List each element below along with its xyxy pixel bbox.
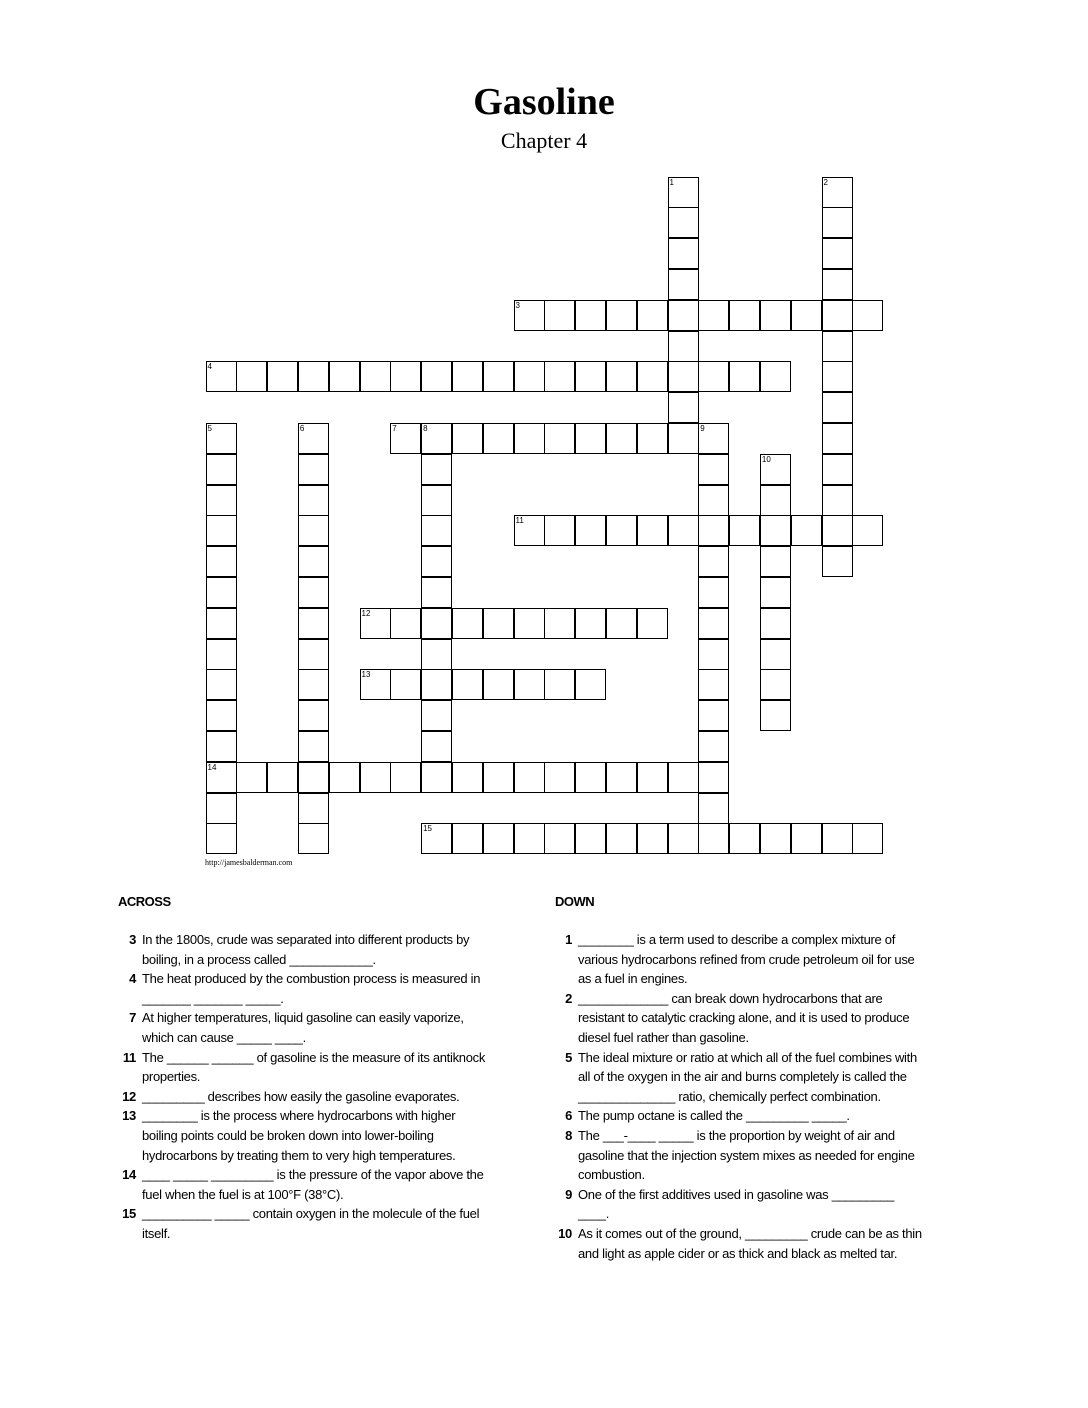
crossword-cell[interactable]	[298, 485, 329, 516]
across-clue	[112, 1008, 492, 1047]
clue-number: 12	[122, 1088, 136, 1104]
crossword-cell[interactable]	[514, 669, 545, 700]
crossword-cell[interactable]	[390, 669, 421, 700]
crossword-cell[interactable]	[483, 423, 514, 454]
clue-text: The ideal mixture or ratio at which all of the fuel combines with all of the oxygen in the air and burns completely is called the ______________ ratio, chemically perfect combination.	[578, 1049, 917, 1104]
crossword-cell[interactable]	[698, 485, 729, 516]
crossword-cell[interactable]	[421, 546, 452, 577]
crossword-cell[interactable]	[452, 669, 483, 700]
crossword-cell[interactable]	[421, 823, 452, 854]
crossword-cell[interactable]	[421, 423, 452, 454]
crossword-cell[interactable]	[544, 823, 575, 854]
clue-number: 14	[122, 1167, 136, 1183]
crossword-cell[interactable]	[637, 361, 668, 392]
crossword-cell[interactable]	[206, 423, 237, 454]
crossword-cell[interactable]	[822, 392, 853, 423]
crossword-cell[interactable]	[298, 793, 329, 824]
crossword-cell[interactable]	[822, 331, 853, 362]
crossword-cell[interactable]	[360, 608, 391, 639]
cell-number: 7	[392, 423, 397, 433]
crossword-cell[interactable]	[698, 669, 729, 700]
crossword-cell[interactable]	[606, 300, 637, 331]
crossword-cell[interactable]	[822, 454, 853, 485]
crossword-cell[interactable]	[514, 823, 545, 854]
crossword-cell[interactable]	[698, 762, 729, 793]
crossword-cell[interactable]	[637, 823, 668, 854]
crossword-cell[interactable]	[298, 669, 329, 700]
crossword-cell[interactable]	[575, 515, 606, 546]
crossword-cell[interactable]	[206, 669, 237, 700]
crossword-cell[interactable]	[698, 823, 729, 854]
crossword-cell[interactable]	[760, 361, 791, 392]
crossword-cell[interactable]	[360, 361, 391, 392]
crossword-cell[interactable]	[698, 423, 729, 454]
crossword-cell[interactable]	[236, 762, 267, 793]
crossword-cell[interactable]	[421, 762, 452, 793]
clue-number: 13	[122, 1108, 136, 1124]
crossword-cell[interactable]	[421, 639, 452, 670]
clue-text: At higher temperatures, liquid gasoline can easily vaporize, which can cause _____ ____.	[142, 1010, 464, 1045]
crossword-cell[interactable]	[206, 823, 237, 854]
crossword-cell[interactable]	[329, 361, 360, 392]
across-clue	[112, 1204, 492, 1243]
crossword-cell[interactable]	[452, 361, 483, 392]
crossword-cell[interactable]	[668, 762, 699, 793]
crossword-cell[interactable]	[421, 700, 452, 731]
crossword-cell[interactable]	[791, 515, 822, 546]
crossword-cell[interactable]	[544, 300, 575, 331]
clue-text: _________ describes how easily the gasoline evaporates.	[142, 1088, 460, 1104]
crossword-cell[interactable]	[298, 546, 329, 577]
crossword-cell[interactable]	[544, 608, 575, 639]
crossword-cell[interactable]	[822, 823, 853, 854]
across-heading: ACROSS	[118, 894, 171, 909]
clue-text: The ______ ______ of gasoline is the measure of its antiknock properties.	[142, 1049, 486, 1085]
clue-text: The heat produced by the combustion process is measured in _______ _______ _____.	[142, 971, 481, 1006]
crossword-cell[interactable]	[668, 177, 699, 208]
crossword-cell[interactable]	[668, 331, 699, 362]
crossword-cell[interactable]	[206, 485, 237, 516]
crossword-cell[interactable]	[729, 515, 760, 546]
crossword-cell[interactable]	[206, 639, 237, 670]
crossword-cell[interactable]	[637, 608, 668, 639]
crossword-cell[interactable]	[698, 454, 729, 485]
crossword-cell[interactable]	[298, 639, 329, 670]
crossword-cell[interactable]	[729, 823, 760, 854]
crossword-cell[interactable]	[606, 361, 637, 392]
cell-number: 11	[515, 516, 524, 526]
crossword-cell[interactable]	[360, 669, 391, 700]
down-clue	[548, 1126, 928, 1185]
crossword-cell[interactable]	[698, 731, 729, 762]
crossword-cell[interactable]	[206, 793, 237, 824]
crossword-cell[interactable]	[791, 300, 822, 331]
crossword-cell[interactable]	[760, 577, 791, 608]
crossword-cell[interactable]	[729, 300, 760, 331]
cell-number: 9	[700, 423, 705, 433]
clue-number: 7	[129, 1010, 136, 1026]
crossword-cell[interactable]	[298, 577, 329, 608]
clue-text: As it comes out of the ground, _________ crude can be as thin and light as apple cider or as thick and black as melted tar.	[578, 1225, 922, 1261]
cell-number: 15	[423, 824, 432, 834]
crossword-cell[interactable]	[698, 361, 729, 392]
crossword-cell[interactable]	[390, 762, 421, 793]
crossword-cell[interactable]	[575, 423, 606, 454]
crossword-cell[interactable]	[698, 608, 729, 639]
crossword-cell[interactable]	[575, 762, 606, 793]
crossword-cell[interactable]	[822, 238, 853, 269]
puzzle-subtitle: Chapter 4	[500, 128, 588, 153]
crossword-cell[interactable]	[483, 361, 514, 392]
crossword-cell[interactable]	[698, 577, 729, 608]
clue-number: 10	[558, 1225, 572, 1241]
crossword-cell[interactable]	[544, 762, 575, 793]
crossword-cell[interactable]	[698, 793, 729, 824]
crossword-cell[interactable]	[421, 577, 452, 608]
across-clue	[112, 930, 492, 969]
cell-number: 6	[299, 423, 305, 433]
crossword-cell[interactable]	[822, 361, 853, 392]
crossword-cell[interactable]	[822, 546, 853, 577]
crossword-cell[interactable]	[822, 207, 853, 238]
crossword-cell[interactable]	[298, 515, 329, 546]
crossword-cell[interactable]	[575, 608, 606, 639]
cell-number: 4	[207, 362, 212, 372]
crossword-cell[interactable]	[668, 823, 699, 854]
crossword-cell[interactable]	[452, 423, 483, 454]
crossword-cell[interactable]	[729, 361, 760, 392]
cell-number: 1	[669, 177, 674, 187]
crossword-cell[interactable]	[852, 823, 883, 854]
crossword-cell[interactable]	[822, 300, 853, 331]
clue-text: The ___-____ _____ is the proportion by weight of air and gasoline that the injection system mixes as needed for engine combustion.	[578, 1127, 915, 1183]
crossword-cell[interactable]	[298, 608, 329, 639]
crossword-cell[interactable]	[637, 515, 668, 546]
crossword-cell[interactable]	[298, 823, 329, 854]
crossword-cell[interactable]	[606, 762, 637, 793]
crossword-cell[interactable]	[390, 608, 421, 639]
crossword-cell[interactable]	[421, 454, 452, 485]
crossword-cell[interactable]	[483, 762, 514, 793]
crossword-cell[interactable]	[822, 177, 853, 208]
down-clue	[548, 989, 928, 1048]
source-url: http://jamesbalderman.com	[205, 858, 293, 867]
crossword-cell[interactable]	[452, 608, 483, 639]
crossword-cell[interactable]	[206, 546, 237, 577]
crossword-cell[interactable]	[360, 762, 391, 793]
crossword-cell[interactable]	[760, 485, 791, 516]
crossword-cell[interactable]	[822, 515, 853, 546]
clue-number: 1	[565, 932, 572, 947]
crossword-cell[interactable]	[852, 300, 883, 331]
across-clue	[112, 1048, 492, 1087]
crossword-cell[interactable]	[514, 515, 545, 546]
cell-number: 5	[207, 423, 212, 433]
crossword-cell[interactable]	[760, 823, 791, 854]
crossword-cell[interactable]	[637, 423, 668, 454]
crossword-cell[interactable]	[668, 238, 699, 269]
crossword-cell[interactable]	[760, 700, 791, 731]
crossword-cell[interactable]	[606, 823, 637, 854]
crossword-cell[interactable]	[483, 823, 514, 854]
crossword-cell[interactable]	[668, 423, 699, 454]
crossword-cell[interactable]	[637, 300, 668, 331]
crossword-cell[interactable]	[698, 300, 729, 331]
clue-text: The pump octane is called the _________ _____.	[578, 1108, 850, 1124]
crossword-cell[interactable]	[298, 361, 329, 392]
crossword-cell[interactable]	[514, 300, 545, 331]
cell-number: 14	[207, 762, 217, 772]
clue-text: ________ is the process where hydrocarbons with higher boiling points could be broken down into lower-boiling hydrocarbons by treating them to very high temperatures.	[142, 1108, 456, 1163]
crossword-cell[interactable]	[267, 361, 298, 392]
crossword-cell[interactable]	[514, 762, 545, 793]
crossword-cell[interactable]	[822, 423, 853, 454]
clue-number: 8	[565, 1127, 572, 1143]
crossword-cell[interactable]	[544, 361, 575, 392]
crossword-cell[interactable]	[390, 423, 421, 454]
crossword-cell[interactable]	[822, 485, 853, 516]
across-clue-list	[112, 930, 492, 1244]
across-clue	[112, 1106, 492, 1165]
crossword-cell[interactable]	[421, 485, 452, 516]
crossword-cell[interactable]	[606, 608, 637, 639]
crossword-cell[interactable]	[637, 762, 668, 793]
clue-text: _____________ can break down hydrocarbons that are resistant to catalytic cracking alone, and it is used to produce diesel fuel rather than gasoline.	[578, 990, 910, 1045]
crossword-cell[interactable]	[698, 546, 729, 577]
crossword-cell[interactable]	[298, 762, 329, 793]
crossword-cell[interactable]	[206, 700, 237, 731]
crossword-cell[interactable]	[298, 700, 329, 731]
down-clue	[548, 1106, 928, 1126]
crossword-cell[interactable]	[514, 423, 545, 454]
crossword-cell[interactable]	[206, 454, 237, 485]
crossword-cell[interactable]	[514, 361, 545, 392]
clue-number: 15	[122, 1206, 136, 1222]
crossword-cell[interactable]	[668, 515, 699, 546]
crossword-cell[interactable]	[575, 300, 606, 331]
crossword-cell[interactable]	[298, 454, 329, 485]
clue-text: ____ _____ _________ is the pressure of the vapor above the fuel when the fuel is at 100°F (38°C).	[142, 1167, 484, 1202]
down-clue	[548, 930, 928, 989]
crossword-cell[interactable]	[514, 608, 545, 639]
crossword-cell[interactable]	[329, 762, 360, 793]
cell-number: 13	[361, 670, 371, 680]
crossword-cell[interactable]	[206, 361, 237, 392]
crossword-cell[interactable]	[760, 608, 791, 639]
crossword-cell[interactable]	[544, 669, 575, 700]
crossword-cell[interactable]	[421, 669, 452, 700]
crossword-cell[interactable]	[452, 823, 483, 854]
down-clue	[548, 1224, 928, 1263]
crossword-cell[interactable]	[421, 608, 452, 639]
crossword-cell[interactable]	[668, 392, 699, 423]
crossword-cell[interactable]	[236, 361, 267, 392]
across-clue	[112, 1165, 492, 1204]
cell-number: 3	[515, 300, 520, 310]
crossword-cell[interactable]	[668, 207, 699, 238]
crossword-cell[interactable]	[544, 515, 575, 546]
crossword-cell[interactable]	[668, 300, 699, 331]
crossword-cell[interactable]	[760, 639, 791, 670]
crossword-cell[interactable]	[298, 731, 329, 762]
crossword-cell[interactable]	[544, 423, 575, 454]
crossword-cell[interactable]	[698, 515, 729, 546]
puzzle-title: Gasoline	[473, 81, 615, 123]
crossword-cell[interactable]	[206, 608, 237, 639]
crossword-cell[interactable]	[852, 515, 883, 546]
clue-text: One of the first additives used in gasoline was _________ ____.	[578, 1186, 895, 1222]
crossword-cell[interactable]	[421, 731, 452, 762]
clue-number: 9	[565, 1186, 572, 1202]
down-clue-list	[548, 930, 928, 1263]
crossword-cell[interactable]	[483, 608, 514, 639]
clue-number: 5	[565, 1049, 572, 1065]
crossword-cell[interactable]	[760, 669, 791, 700]
crossword-cell[interactable]	[668, 269, 699, 300]
crossword-cell[interactable]	[206, 515, 237, 546]
crossword-cell[interactable]	[698, 700, 729, 731]
crossword-cell[interactable]	[390, 361, 421, 392]
crossword-cell[interactable]	[483, 669, 514, 700]
cell-number: 8	[423, 423, 428, 433]
crossword-cell[interactable]	[698, 639, 729, 670]
down-clue	[548, 1048, 928, 1107]
crossword-cell[interactable]	[206, 577, 237, 608]
cell-number: 2	[823, 177, 828, 187]
cell-number: 10	[761, 454, 771, 464]
crossword-cell[interactable]	[575, 669, 606, 700]
clue-number: 6	[565, 1108, 572, 1124]
crossword-cell[interactable]	[606, 515, 637, 546]
crossword-cell[interactable]	[206, 762, 237, 793]
crossword-cell[interactable]	[421, 361, 452, 392]
across-clue	[112, 1087, 492, 1107]
crossword-cell[interactable]	[267, 762, 298, 793]
crossword-cell[interactable]	[452, 762, 483, 793]
crossword-cell[interactable]	[791, 823, 822, 854]
crossword-cell[interactable]	[760, 454, 791, 485]
clue-number: 4	[129, 971, 136, 987]
clue-number: 11	[122, 1049, 136, 1065]
clue-number: 2	[565, 990, 572, 1006]
cell-number: 12	[361, 608, 371, 618]
clue-text: ________ is a term used to describe a complex mixture of various hydrocarbons refined from crude petroleum oil for use as a fuel in engines.	[578, 932, 915, 987]
clue-number: 3	[129, 932, 136, 947]
clue-text: In the 1800s, crude was separated into different products by boiling, in a process called ____________.	[142, 932, 470, 967]
crossword-cell[interactable]	[421, 515, 452, 546]
crossword-cell[interactable]	[760, 515, 791, 546]
down-clue	[548, 1185, 928, 1224]
crossword-cell[interactable]	[298, 423, 329, 454]
crossword-cell[interactable]	[575, 823, 606, 854]
crossword-cell[interactable]	[575, 361, 606, 392]
crossword-cell[interactable]	[760, 546, 791, 577]
crossword-cell[interactable]	[822, 269, 853, 300]
crossword-cell[interactable]	[606, 423, 637, 454]
down-heading: DOWN	[555, 894, 595, 909]
crossword-cell[interactable]	[668, 361, 699, 392]
crossword-cell[interactable]	[760, 300, 791, 331]
crossword-cell[interactable]	[206, 731, 237, 762]
clue-text: __________ _____ contain oxygen in the molecule of the fuel itself.	[142, 1206, 480, 1241]
across-clue	[112, 969, 492, 1008]
